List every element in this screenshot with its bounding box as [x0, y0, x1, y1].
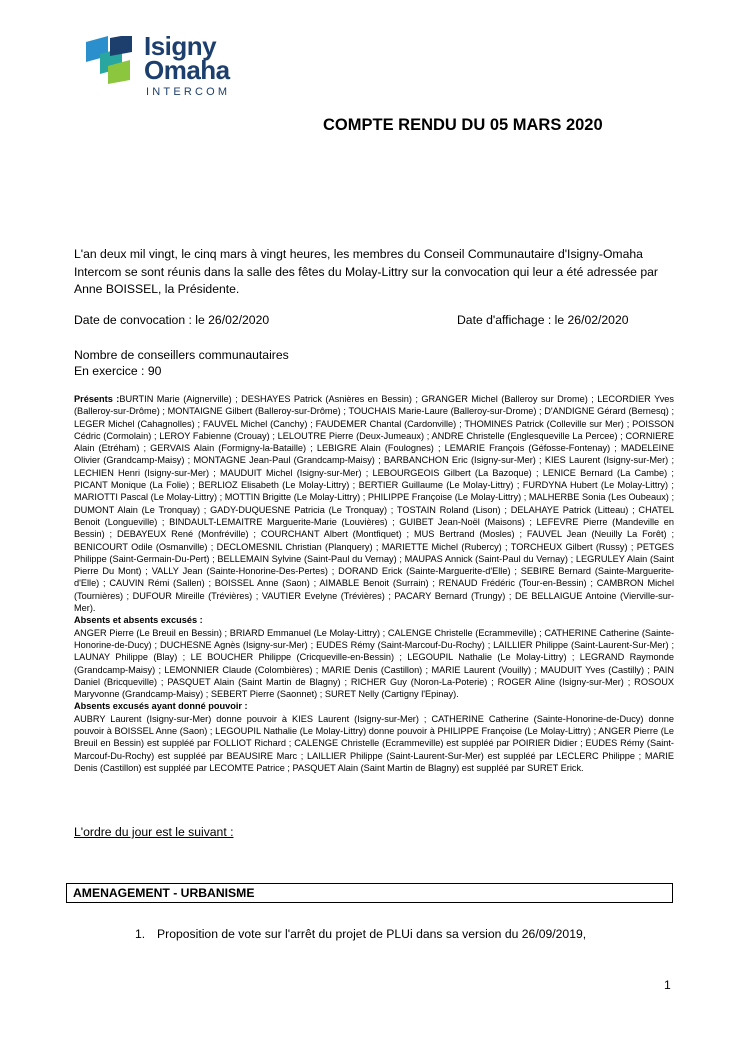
- presents-text: BURTIN Marie (Aignerville) ; DESHAYES Patrick (Asnières en Bessin) ; GRANGER Michel (Balleroy sur Drome) ; LECORDIER Yves (Balleroy-sur-Drôme) ; MONTAIGNE Gilbert (Balleroy-sur-Drôme) ; TOUCHAIS Marie-Laure (Balleroy-sur-Drome) ; D'ANDIGNE Gérard (Bernesq) ; LEGER Michel (Cahagnolles) ; FAUVEL Michel (Canchy) ; FAUDEMER Chantal (Cardonville) ; THOMINES Patrick (Colleville sur Mer) ; POISSON Cédric (Cormolain) ; LEROY Fabienne (Crouay) ; LELOUTRE Pierre (Deux-Jumeaux) ; ANDRE Christelle (Englesqueville La Percee) ; CORNIERE Alain (Etréham) ; GERVAIS Alain (Formigny-la-Bataille) ; LEBIGRE Alain (Foulognes) ; LEMARIE François (Géfosse-Fontenay) ; MADELEINE Olivier (Grandcamp-Maisy) ; MONTAGNE Jean-Paul (Grandcamp-Maisy) ; BARBANCHON Eric (Isigny-sur-Mer) ; KIES Laurent (Isigny-sur-Mer) ; LECHIEN Henri (Isigny-sur-Mer) ; MAUDUIT Michel (Isigny-sur-Mer) ; LEBOURGEOIS Gilbert (La Bazoque) ; LENICE Bernard (La Cambe) ; PICANT Monique (La Folie) ; BERLIOZ Elisabeth (Le Molay-Littry) ; BERTIER Guillaume (Le Molay-Littry) ; FURDYNA Hubert (Le Molay-Littry) ; MARIOTTI Pascal (Le Molay-Littry) ; MOTTIN Brigitte (Le Molay-Littry) ; PHILIPPE Françoise (Le Molay-Littry) ; MALHERBE Sonia (Les Oubeaux) ; DUMONT Alain (Le Tronquay) ; GADY-DUQUESNE Patricia (Le Tronquay) ; TOSTAIN Roland (Lison) ; DELAHAYE Patrick (Litteau) ; CHATEL Benoit (Longueville) ; BINDAULT-LEMAITRE Marguerite-Marie (Louvières) ; GUIBET Jean-Noël (Maisons) ; LEFEVRE Pierre (Mandeville en Bessin) ; DEBAYEUX René (Monfréville) ; COURCHANT Albert (Montfiquet) ; MUS Bertrand (Mosles) ; FAUVEL Jean (Neuilly La Forêt) ; BENICOURT Odile (Osmanville) ; DECLOMESNIL Christian (Planquery) ; MARIETTE Michel (Rubercy) ; TORCHEUX Gilbert (Russy) ; PETGES Philippe (Saint-Germain-Du-Pert) ; BELLEMAIN Sylvine (Saint-Paul du Vernay) ; MAUPAS Annick (Saint-Paul du Vernay) ; LEGRULEY Alain (Saint Pierre Du Mont) ; VALLY Jean (Sainte-Honorine-Des-Pertes) ; DORAND Erick (Sainte-Marguerite-d'Elle) ; SEBIRE Bernard (Sainte-Marguerite-d'Elle) ; CAUVIN Rémi (Sallen) ; BOISSEL Anne (Saon) ; AIMABLE Benoit (Surrain) ; RENAUD Frédéric (Tour-en-Bessin) ; CAMBRON Michel (Tournières) ; DUFOUR Mireille (Trévières) ; VAUTIER Evelyne (Trévières) ; PACARY Bernard (Trungy) ; DE BELLAIGUE Antoine (Vierville-sur-Mer).: [74, 394, 674, 614]
- section-header: [66, 883, 673, 903]
- agenda-item-text: Proposition de vote sur l'arrêt du projet de PLUi dans sa version du 26/09/2019,: [157, 927, 587, 941]
- absents-text: ANGER Pierre (Le Breuil en Bessin) ; BRIARD Emmanuel (Le Molay-Littry) ; CALENGE Christelle (Ecrammeville) ; CATHERINE Catherine (Sainte-Honorine-de-Ducy) ; DUCHESNE Agnès (Isigny-sur-Mer) ; EUDES Rémy (Saint-Marcouf-Du-Rochy) ; LAILLIER Philippe (Saint-Laurent-Sur-Mer) ; LAUNAY Philippe (Blay) ; LE BOUCHER Philippe (Cricqueville-en-Bessin) ; LEGOUPIL Nathalie (Le Molay-Littry) ; LEGRAND Raymonde (Grandcamp-Maisy) ; LEMONNIER Claude (Colombières) ; MARIE Denis (Castillon) ; MARIE Laurent (Vouilly) ; MAUDUIT Yves (Castilly) ; PAIN Daniel (Bricqueville) ; PASQUET Alain (Saint Martin de Blagny) ; RICHER Guy (Noron-La-Poterie) ; ROGER Aline (Isigny-sur-Mer) ; ROSOUX Maryvonne (Grandcamp-Maisy) ; SEBERT Pierre (Saonnet) ; SURET Nelly (Cartigny l'Epinay).: [74, 627, 674, 700]
- isigny-omaha-logo: [86, 31, 266, 104]
- logo-text-intercom: INTERCOM: [146, 86, 231, 98]
- logo-text-isigny: Isigny: [144, 31, 217, 61]
- pouvoir-text: AUBRY Laurent (Isigny-sur-Mer) donne pouvoir à KIES Laurent (Isigny-sur-Mer) ; CATHERINE Catherine (Sainte-Honorine-de-Ducy) donne pouvoir à BOISSEL Anne (Saon) ; LEGOUPIL Nathalie (Le Molay-Littry) donne pouvoir à PHILIPPE Françoise (Le Molay-Littry) ; ANGER Pierre (Le Breuil en Bessin) est suppléé par FOLLIOT Richard ; CALENGE Christelle (Ecrammeville) est suppléé par POIRIER Didier ; EUDES Rémy (Saint-Marcouf-Du-Rochy) est suppléé par BEAUSIRE Marc ; LAILLIER Philippe (Saint-Laurent-Sur-Mer) est suppléé par LECLERC Philippe ; MARIE Denis (Castillon) est suppléé par LECOMTE Patrice ; PASQUET Alain (Saint Martin de Blagny) est suppléé par SURET Erick.: [74, 713, 674, 773]
- affichage-date: Date d'affichage : le 26/02/2020: [457, 313, 629, 327]
- councillors-in-office: En exercice : 90: [74, 364, 162, 378]
- document-title: COMPTE RENDU DU 05 MARS 2020: [323, 116, 603, 134]
- convocation-date: Date de convocation : le 26/02/2020: [74, 313, 270, 327]
- agenda-item: [135, 927, 586, 941]
- councillors-count: [74, 347, 289, 379]
- section-label: AMENAGEMENT - URBANISME: [73, 886, 255, 900]
- agenda-heading: L'ordre du jour est le suivant :: [74, 825, 234, 839]
- presents-paragraph: [74, 393, 674, 614]
- agenda-item-number: 1.: [135, 927, 146, 941]
- councillors-count-label: Nombre de conseillers communautaires: [74, 348, 289, 362]
- page-number: 1: [664, 978, 671, 992]
- intro-paragraph: L'an deux mil vingt, le cinq mars à vingt heures, les membres du Conseil Communautaire d'Isigny-Omaha Intercom se sont réunis dans la salle des fêtes du Molay-Littry sur la convocation qui leur a été adressée par Anne BOISSEL, la Présidente.: [74, 247, 658, 296]
- attendance-list: [74, 393, 674, 774]
- presents-label: Présents :: [74, 394, 120, 404]
- pouvoir-label: Absents excusés ayant donné pouvoir :: [74, 701, 248, 712]
- logo-mark-icon: [86, 36, 138, 84]
- absents-label: Absents et absents excusés :: [74, 615, 203, 626]
- logo-text-omaha: Omaha: [144, 55, 230, 85]
